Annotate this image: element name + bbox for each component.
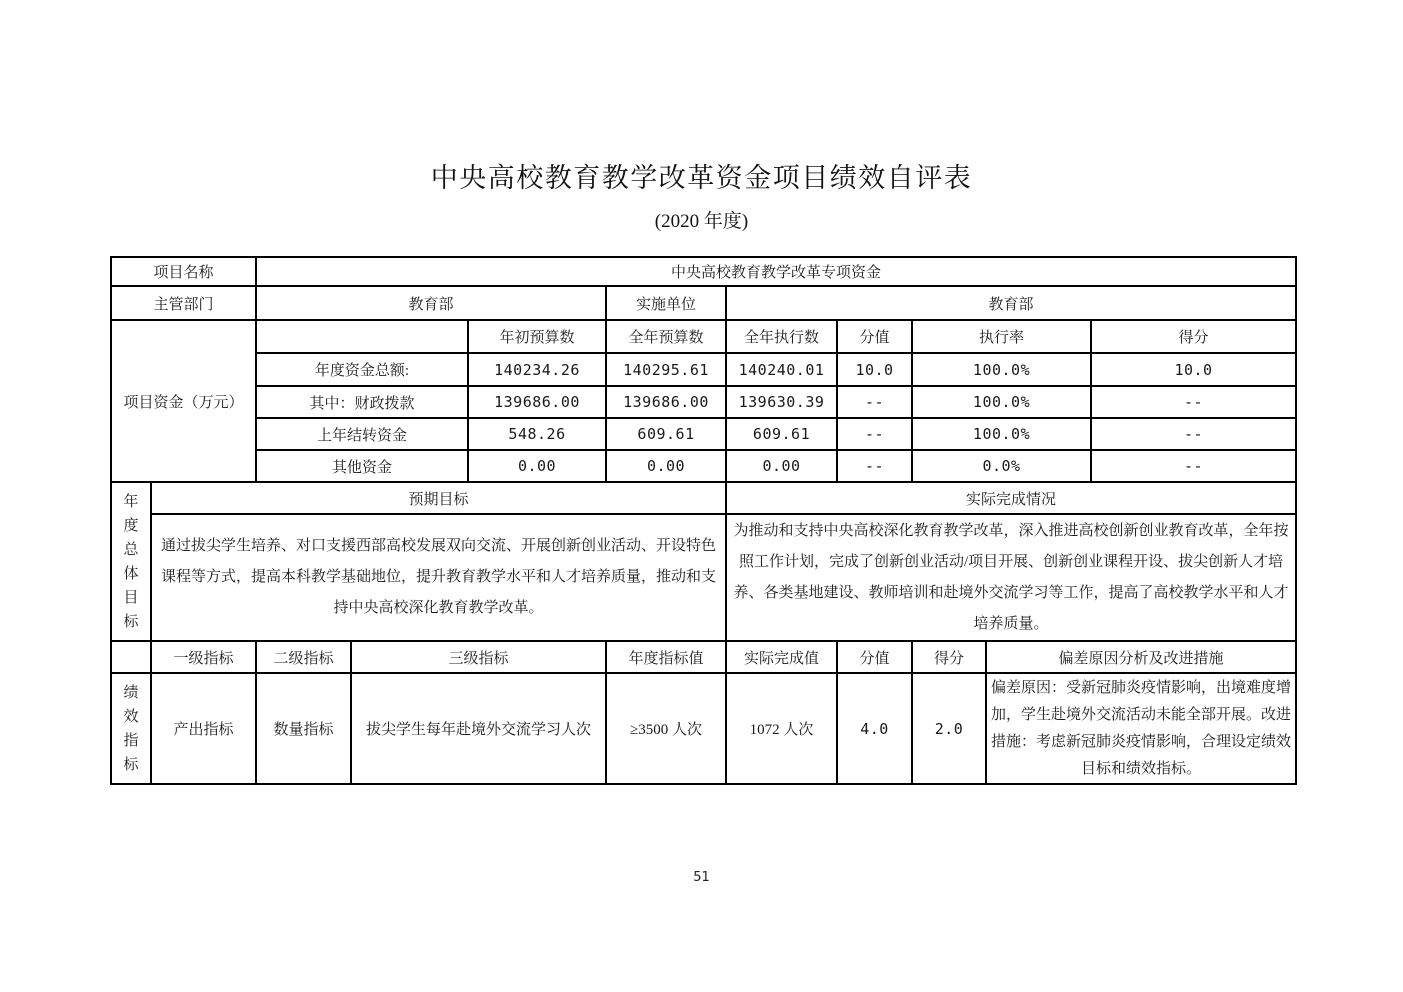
funding-header-annual: 全年预算数 xyxy=(606,320,726,353)
funding-header-row xyxy=(111,320,1296,353)
indicator-header-row xyxy=(111,641,1296,673)
funding-rate-value: 100.0% xyxy=(912,353,1091,386)
funding-score-value: -- xyxy=(837,386,912,418)
funding-score-value: 10.0 xyxy=(837,353,912,386)
indicator-section-label xyxy=(111,673,151,784)
funding-annual-value: 609.61 xyxy=(606,418,726,450)
funding-section-label: 项目资金（万元） xyxy=(111,320,256,482)
expected-goal-text: 通过拔尖学生培养、对口支援西部高校发展双向交流、开展创新创业活动、开设特色课程等方式，提高本科教学基础地位，提升教育教学水平和人才培养质量，推动和支持中央高校深化教育教学改革。 xyxy=(151,514,726,641)
impl-unit-value: 教育部 xyxy=(726,286,1296,320)
indicator-vertical-text: 绩效指标 xyxy=(123,684,139,773)
funding-score: -- xyxy=(1091,418,1296,450)
impl-unit-label: 实施单位 xyxy=(606,286,726,320)
project-name-value: 中央高校教育教学改革专项资金 xyxy=(256,257,1296,286)
funding-row-name: 其他资金 xyxy=(256,450,468,482)
funding-subheader-empty xyxy=(256,320,468,353)
page-number: 51 xyxy=(693,870,710,885)
actual-completion-text: 为推动和支持中央高校深化教育教学改革，深入推进高校创新创业教育改革，全年按照工作计划，完成了创新创业活动/项目开展、创新创业课程开设、拔尖创新人才培养、各类基地建设、教师培训和赴境外交流学习等工作，提高了高校教学水平和人才培养质量。 xyxy=(726,514,1296,641)
funding-executed-value: 609.61 xyxy=(726,418,837,450)
department-row xyxy=(111,286,1296,320)
funding-executed-value: 140240.01 xyxy=(726,353,837,386)
indicator-target-value: ≥3500 人次 xyxy=(606,673,726,784)
expected-goal-header: 预期目标 xyxy=(151,482,726,514)
indicator-header-target: 年度指标值 xyxy=(606,641,726,673)
funding-row-name: 上年结转资金 xyxy=(256,418,468,450)
funding-annual-value: 139686.00 xyxy=(606,386,726,418)
funding-initial-value: 139686.00 xyxy=(468,386,606,418)
indicator-header-level1: 一级指标 xyxy=(151,641,256,673)
indicator-score: 2.0 xyxy=(912,673,986,784)
indicator-header-level3: 三级指标 xyxy=(351,641,606,673)
funding-executed-value: 139630.39 xyxy=(726,386,837,418)
annual-goal-vertical-text: 年度总体目标 xyxy=(123,493,139,630)
funding-initial-value: 548.26 xyxy=(468,418,606,450)
funding-score: 10.0 xyxy=(1091,353,1296,386)
funding-initial-value: 0.00 xyxy=(468,450,606,482)
dept-label: 主管部门 xyxy=(111,286,256,320)
funding-annual-value: 0.00 xyxy=(606,450,726,482)
funding-initial-value: 140234.26 xyxy=(468,353,606,386)
funding-annual-value: 140295.61 xyxy=(606,353,726,386)
funding-header-score-value: 分值 xyxy=(837,320,912,353)
indicator-actual-value: 1072 人次 xyxy=(726,673,837,784)
document-title: 中央高校教育教学改革资金项目绩效自评表 xyxy=(430,163,973,193)
indicator-corner-empty xyxy=(111,641,151,673)
indicator-level2-value: 数量指标 xyxy=(256,673,351,784)
funding-row-carryover xyxy=(111,418,1296,450)
self-evaluation-table xyxy=(110,256,1297,785)
funding-row-other xyxy=(111,450,1296,482)
funding-row-fiscal xyxy=(111,386,1296,418)
document-subtitle: (2020 年度) xyxy=(654,211,749,232)
indicator-level1-value: 产出指标 xyxy=(151,673,256,784)
dept-value: 教育部 xyxy=(256,286,606,320)
funding-row-name: 年度资金总额: xyxy=(256,353,468,386)
annual-goal-section-label xyxy=(111,482,151,641)
funding-rate-value: 100.0% xyxy=(912,386,1091,418)
actual-completion-header: 实际完成情况 xyxy=(726,482,1296,514)
indicator-header-score: 得分 xyxy=(912,641,986,673)
indicator-header-deviation: 偏差原因分析及改进措施 xyxy=(986,641,1296,673)
funding-rate-value: 100.0% xyxy=(912,418,1091,450)
indicator-data-row xyxy=(111,673,1296,784)
funding-header-rate: 执行率 xyxy=(912,320,1091,353)
project-name-label: 项目名称 xyxy=(111,257,256,286)
funding-rate-value: 0.0% xyxy=(912,450,1091,482)
indicator-score-value: 4.0 xyxy=(837,673,912,784)
funding-header-executed: 全年执行数 xyxy=(726,320,837,353)
funding-score-value: -- xyxy=(837,450,912,482)
indicator-header-level2: 二级指标 xyxy=(256,641,351,673)
annual-goal-header-row xyxy=(111,482,1296,514)
funding-header-initial: 年初预算数 xyxy=(468,320,606,353)
indicator-header-score-value: 分值 xyxy=(837,641,912,673)
indicator-header-actual: 实际完成值 xyxy=(726,641,837,673)
indicator-level3-value: 拔尖学生每年赴境外交流学习人次 xyxy=(351,673,606,784)
funding-row-name: 其中：财政拨款 xyxy=(256,386,468,418)
funding-score-value: -- xyxy=(837,418,912,450)
funding-row-total xyxy=(111,353,1296,386)
funding-executed-value: 0.00 xyxy=(726,450,837,482)
funding-score: -- xyxy=(1091,386,1296,418)
funding-header-score: 得分 xyxy=(1091,320,1296,353)
project-name-row xyxy=(111,257,1296,286)
funding-score: -- xyxy=(1091,450,1296,482)
indicator-deviation-text: 偏差原因：受新冠肺炎疫情影响，出境难度增加，学生赴境外交流活动未能全部开展。改进措施：考虑新冠肺炎疫情影响，合理设定绩效目标和绩效指标。 xyxy=(986,673,1296,784)
annual-goal-content-row xyxy=(111,514,1296,641)
